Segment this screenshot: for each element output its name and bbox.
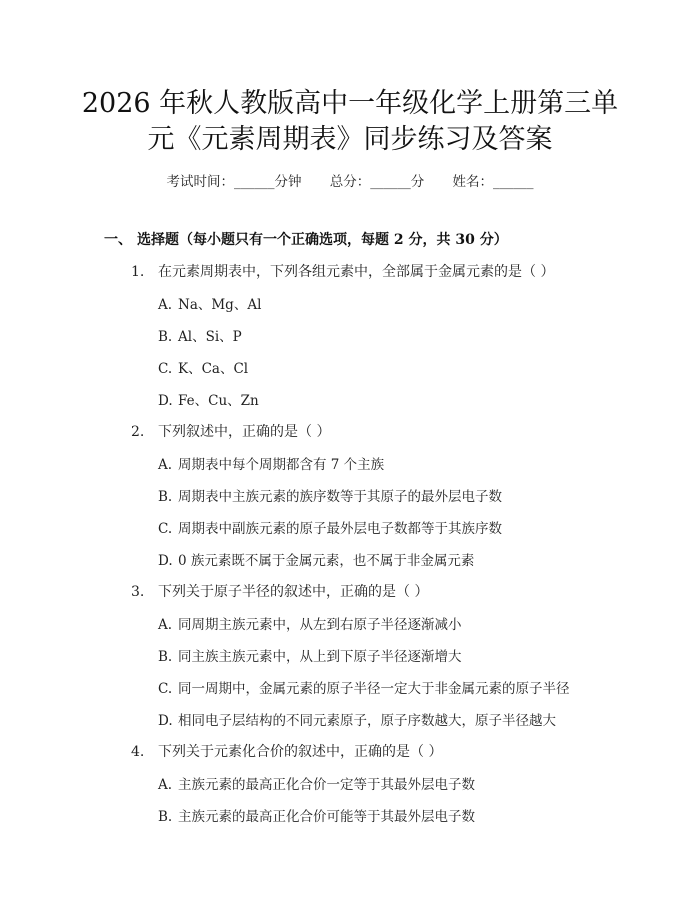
option-letter: D. [158,713,173,729]
question-1-option-d [158,389,259,409]
option-letter: A. [158,457,173,473]
question-number: 3. [131,584,145,600]
question-4 [131,741,442,761]
option-text: K、Ca、Cl [178,361,249,377]
question-2 [131,421,330,441]
question-2-option-d [158,549,474,569]
question-2-option-a [158,453,384,473]
option-letter: D. [158,393,173,409]
question-3 [131,581,428,601]
option-text: Na、Mg、Al [178,297,262,313]
option-text: 周期表中每个周期都含有 7 个主族 [178,457,385,473]
option-letter: A. [158,777,173,793]
question-1 [131,261,554,281]
question-2-option-b [158,485,502,505]
question-text: 下列叙述中，正确的是（ ） [158,424,331,440]
option-text: 周期表中副族元素的原子最外层电子数都等于其族序数 [178,521,502,537]
option-text: 同主族主族元素中，从上到下原子半径逐渐增大 [178,649,462,665]
option-letter: B. [158,329,173,345]
option-text: Fe、Cu、Zn [178,393,259,409]
question-4-option-a [158,773,475,793]
option-letter: D. [158,553,173,569]
section-title: 选择题（每小题只有一个正确选项，每题 2 分，共 30 分） [137,232,508,248]
option-letter: A. [158,297,173,313]
total-score-field: 总分：______分 [329,174,425,190]
question-3-option-b [158,645,462,665]
question-text: 下列关于元素化合价的叙述中，正确的是（ ） [158,744,443,760]
question-number: 1. [131,264,145,280]
option-text: 同一周期中，金属元素的原子半径一定大于非金属元素的原子半径 [178,681,570,697]
option-letter: B. [158,809,173,825]
option-text: 相同电子层结构的不同元素原子，原子序数越大，原子半径越大 [178,713,556,729]
document-title-line-2: 元《元素周期表》同步练习及答案 [147,124,553,155]
question-1-option-b [158,325,242,345]
option-letter: B. [158,649,173,665]
section-number: 一、 [104,232,132,248]
question-3-option-d [158,709,556,729]
option-letter: A. [158,617,173,633]
document-title-line-1: 2026 年秋人教版高中一年级化学上册第三单 [81,88,619,119]
option-text: 主族元素的最高正化合价可能等于其最外层电子数 [178,809,475,825]
option-text: Al、Si、P [178,329,242,345]
option-letter: B. [158,489,173,505]
question-4-option-b [158,805,475,825]
option-text: 0 族元素既不属于金属元素，也不属于非金属元素 [178,553,475,569]
question-text: 在元素周期表中，下列各组元素中，全部属于金属元素的是（ ） [158,264,555,280]
exam-time-field: 考试时间：______分钟 [166,174,302,190]
option-letter: C. [158,361,173,377]
question-1-option-c [158,357,248,377]
question-3-option-a [158,613,462,633]
question-3-option-c [158,677,570,697]
question-text: 下列关于原子半径的叙述中，正确的是（ ） [158,584,429,600]
option-letter: C. [158,681,173,697]
option-letter: C. [158,521,173,537]
question-number: 2. [131,424,145,440]
section-heading [104,229,508,249]
option-text: 周期表中主族元素的族序数等于其原子的最外层电子数 [178,489,502,505]
question-1-option-a [158,293,261,313]
question-number: 4. [131,744,145,760]
option-text: 同周期主族元素中，从左到右原子半径逐渐减小 [178,617,462,633]
student-name-field: 姓名：______ [452,174,534,190]
exam-info-line [0,170,700,190]
question-2-option-c [158,517,502,537]
option-text: 主族元素的最高正化合价一定等于其最外层电子数 [178,777,475,793]
